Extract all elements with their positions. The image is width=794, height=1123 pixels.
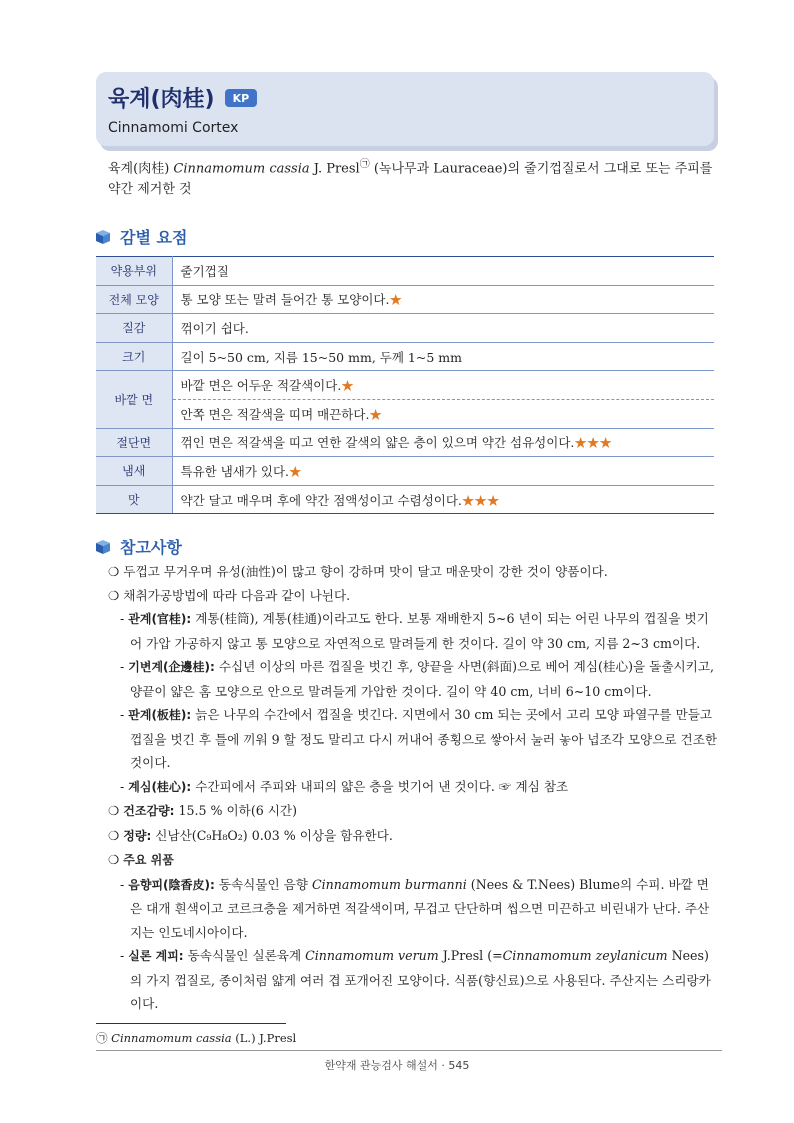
star-rating: ★ [341,378,354,394]
footnote-rule [96,1023,286,1024]
row-label: 바깥 면 [96,371,172,428]
note-bullet: ❍ 주요 위품 [108,852,174,867]
note-bullet: ❍ 정량: 신남산(C₉H₈O₂) 0.03 % 이상을 함유한다. [108,827,393,843]
cube-icon [96,230,110,244]
intro-author: J. Presl [309,161,360,177]
kp-badge: KP [225,89,258,107]
identification-table [96,256,714,514]
table-row [96,399,714,428]
note-sub-item: - 판계(板桂): 늙은 나무의 수간에서 껍질을 벗긴다. 지면에서 30 cm 되는 곳에서 고리 모양 파열구를 만들고 껍질을 벗긴 후 틀에 끼워 9 할 정도 말리고 다시 꺼내어 종횡으로 쌓아서 눌러 놓아 넙조각 모양으로 건조한 것이다. [120,707,718,770]
note-sub-item: - 계심(桂心): 수간피에서 주피와 내피의 얇은 층을 벗기어 낸 것이다. ☞ 계심 참조 [120,778,569,794]
note-bullet: ❍ 건조감량: 15.5 % 이하(6 시간) [108,803,297,818]
star-rating: ★★★ [461,492,500,508]
title-box [96,72,714,146]
row-label: 크기 [96,342,172,371]
table-row [96,285,714,314]
title-row [108,82,257,113]
table-row [96,457,714,486]
footer-rule [96,1050,722,1051]
intro-rest: (녹나무과 Lauraceae)의 줄기껍질로서 그대로 또는 주피를 약간 제거한 것 [108,161,713,198]
intro-prefix: 육계(肉桂) [108,161,174,177]
intro-species: Cinnamomum cassia [173,161,310,177]
table-row [96,485,714,514]
note-sub-item: - 기변계(企邊桂): 수십년 이상의 마른 껍질을 벗긴 후, 양끝을 사면(斜面)으로 베어 계심(桂心)을 돌출시키고, 양끝이 얇은 홈 모양으로 안으로 말려들게 가압한 것이다. 길이 약 40 cm, 너비 6~10 cm이다. [120,659,715,699]
footnote: ㉠ Cinnamomum cassia (L.) J.Presl [96,1031,297,1045]
section-notes [96,535,182,558]
note-sub-item: - 관계(官桂): 계통(桂筒), 계통(桂通)이라고도 한다. 보통 재배한지 5~6 년이 되는 어린 나무의 껍질을 벗기어 가압 가공하지 않고 통 모양으로 자연적으로 말려들게 한 것이다. 길이 약 30 cm, 지름 2~3 cm이다. [120,611,709,651]
section-title: 참고사항 [120,538,182,557]
table-row [96,314,714,343]
note-sub-item: - 음향피(陰香皮): 동속식물인 음향 Cinnamomum burmanni (Nees & T.Nees) Blume의 수피. 바깥 면은 대개 흰색이고 코르크층을 제거하면 적갈색이며, 무겁고 단단하며 씹으면 미끈하고 비린내가 난다. 주산지는 인도네시아이다. [120,876,710,940]
row-value: 안쪽 면은 적갈색을 띠며 매끈하다.★ [172,399,714,428]
star-rating: ★★★ [574,435,612,451]
star-rating: ★ [389,292,402,308]
table-row [96,342,714,371]
cube-icon [96,540,110,554]
table-row [96,428,714,457]
row-value: 꺾이기 쉽다. [172,314,714,343]
star-rating: ★ [369,406,382,422]
row-value: 길이 5~50 cm, 지름 15~50 mm, 두께 1~5 mm [172,342,714,371]
page-footer: 한약재 관능검사 해설서 · 545 [324,1059,470,1072]
row-label: 냄새 [96,457,172,486]
intro-paragraph [108,154,718,200]
row-label: 맛 [96,485,172,514]
table-row [96,257,714,286]
section-title: 감별 요점 [120,228,188,247]
row-value: 통 모양 또는 말려 들어간 통 모양이다.★ [172,285,714,314]
star-rating: ★ [289,463,302,479]
section-identification [96,225,187,248]
row-label: 약용부위 [96,257,172,286]
row-value: 꺾인 면은 적갈색을 띠고 연한 갈색의 얇은 층이 있으며 약간 섬유성이다.★★★ [172,428,714,457]
row-label: 절단면 [96,428,172,457]
row-label: 질감 [96,314,172,343]
row-value: 약간 달고 매우며 후에 약간 점액성이고 수렴성이다.★★★ [172,485,714,514]
notes-body [108,560,720,1016]
row-value: 바깥 면은 어두운 적갈색이다.★ [172,371,714,400]
note-bullet: ❍ 채취가공방법에 따라 다음과 같이 나뉜다. [108,587,351,603]
row-value: 특유한 냄새가 있다.★ [172,457,714,486]
row-label: 전체 모양 [96,285,172,314]
page-title: 육계(肉桂) [108,87,215,112]
note-bullet: ❍ 두껍고 무거우며 유성(油性)이 많고 향이 강하며 맛이 달고 매운맛이 강한 것이 양품이다. [108,564,608,579]
footnote-mark: ㉠ [359,159,370,170]
note-sub-item: - 실론 계피: 동속식물인 실론육계 Cinnamomum verum J.Presl (=Cinnamomum zeylanicum Nees)의 가지 껍질로, 종이처럼 얇게 여러 겹 포개어진 모양이다. 식품(향신료)으로 사용된다. 주산지는 스리랑카이다. [120,948,711,1011]
table-row [96,371,714,400]
latin-name: Cinnamomi Cortex [108,120,239,136]
row-value: 줄기껍질 [172,257,714,286]
